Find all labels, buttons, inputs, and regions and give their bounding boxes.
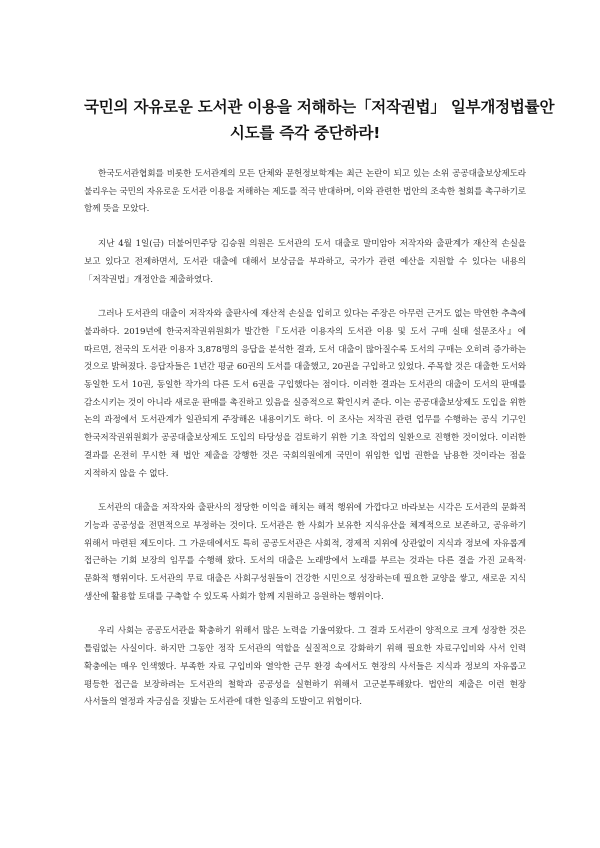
document-title-line-1: 국민의 자유로운 도서관 이용을 저해하는「저작권법」 일부개정법률안 [84, 98, 555, 116]
paragraph-1: 한국도서관협회를 비롯한 도서관계의 모든 단체와 문헌정보학계는 최근 논란이 되고 있는 소위 공공대출보상제도라 불리우는 국민의 자유로운 도서관 이용을 저해하는 제도를 적극 반대하며, 이와 관련한 법안의 조속한 철회를 촉구하기로 함께 뜻을 모았다. [84, 169, 526, 215]
paragraph-2: 지난 4월 1일(금) 더불어민주당 김승원 의원은 도서관의 도서 대출로 말미암아 저작자와 출판계가 재산적 손실을 보고 있다고 전제하면서, 도서관 대출에 대해서 보상금을 부과하고, 국가가 관련 예산을 지원할 수 있다는 내용의「저작권법」개정안을 제출하였다. [84, 239, 526, 285]
document-title [84, 94, 555, 146]
paragraph-4: 도서관의 대출을 저작자와 출판사의 정당한 이익을 해치는 해적 행위에 가깝다고 바라보는 시각은 도서관의 문화적 기능과 공공성을 전면적으로 부정하는 것이다. 도서관은 한 사회가 보유한 지식유산을 체계적으로 보존하고, 공유하기 위해서 마련된 제도이다. 그 가운데에서도 특히 공공도서관은 사회적, 경제적 지위에 상관없이 지식과 정보에 자유롭게 접근하는 기회 보장의 임무를 수행해 왔다. 도서의 대출은 노래방에서 노래를 부르는 것과는 다른 결을 가진 교육적·문화적 행위이다. 도서관의 무료 대출은 사회구성원들이 건강한 시민으로 성장하는데 필요한 교양을 쌓고, 새로운 지식 생산에 활용할 토대를 구축할 수 있도록 사회가 함께 지원하고 응원하는 행위이다. [84, 503, 526, 602]
paragraph-3: 그러나 도서관의 대출이 저작자와 출판사에 재산적 손실을 입히고 있다는 주장은 아무런 근거도 없는 막연한 추측에 불과하다. 2019년에 한국저작권위원회가 발간한『도서관 이용자의 도서관 이용 및 도서 구매 실태 설문조사』에 따르면, 전국의 도서관 이용자 3,878명의 응답을 분석한 결과, 도서 대출이 많아질수록 도서의 구매는 오히려 증가하는 것으로 밝혀졌다. 응답자들은 1년간 평균 60권의 도서를 대출했고, 20권을 구입하고 있었다. 주목할 것은 대출한 도서와 동일한 도서 10권, 동일한 작가의 다른 도서 6권을 구입했다는 점이다. 이러한 결과는 도서관의 대출이 도서의 판매를 감소시키는 것이 아니라 새로운 판매를 촉진하고 있음을 실증적으로 확인시켜 준다. 이는 공공대출보상제도 도입을 위한 논의 과정에서 도서관계가 일관되게 주장해온 내용이기도 하다. 이 조사는 저작권 관련 업무를 수행하는 공식 기구인 한국저작권위원회가 공공대출보상제도 도입의 타당성을 검토하기 위한 기초 작업의 일환으로 진행한 것이었다. 이러한 결과를 온전히 무시한 채 법안 제출을 강행한 것은 국회의원에게 국민이 위임한 입법 권한을 남용한 것이라는 점을 지적하지 않을 수 없다. [84, 309, 526, 479]
paragraph-5: 우리 사회는 공공도서관을 확충하기 위해서 많은 노력을 기울여왔다. 그 결과 도서관이 양적으로 크게 성장한 것은 틀림없는 사실이다. 하지만 그동안 정작 도서관의 역할을 실질적으로 강화하기 위해 필요한 자료구입비와 사서 인력 확충에는 매우 인색했다. 부족한 자료 구입비와 열악한 근무 환경 속에서도 현장의 사서들은 지식과 정보의 자유롭고 평등한 접근을 보장하려는 도서관의 철학과 공공성을 실현하기 위해서 고군분투해왔다. 법안의 제출은 이런 현장 사서들의 열정과 자긍심을 짓밟는 도서관에 대한 일종의 도발이고 위협이다. [84, 626, 526, 708]
document-title-line-2: 시도를 즉각 중단하라! [229, 124, 381, 142]
